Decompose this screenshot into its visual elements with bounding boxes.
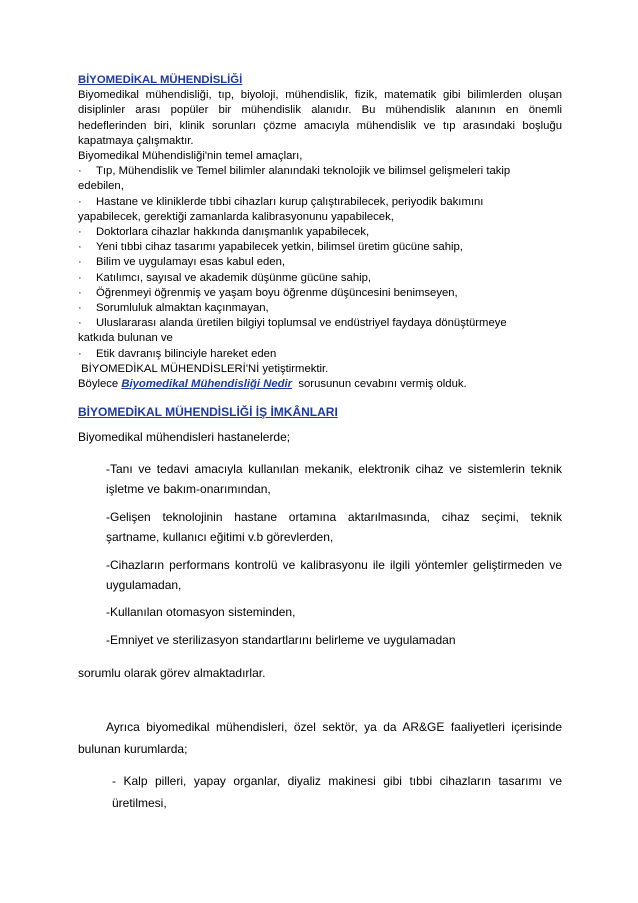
list-item — [78, 164, 562, 179]
list-item — [78, 255, 562, 270]
bullet-icon: · — [78, 241, 82, 254]
closing-line: BİYOMEDİKAL MÜHENDİSLERİ'Nİ yetiştirmektir. — [78, 362, 329, 375]
list-item-continuation: edebilen, — [78, 180, 124, 193]
list-item-text: Tıp, Mühendislik ve Temel bilimler alanındaki teknolojik ve bilimsel gelişmeleri takip — [96, 165, 511, 178]
list-item — [78, 225, 562, 240]
section-heading: BİYOMEDİKAL MÜHENDİSLİĞİ — [78, 74, 243, 86]
list-item-text: Hastane ve kliniklerde tıbbi cihazları kurup çalıştırabilecek, periyodik bakımını — [96, 195, 484, 208]
duty-line: uygulamadan, — [106, 578, 182, 592]
bullet-icon: · — [78, 256, 82, 269]
duty-line: -Gelişen teknolojinin hastane ortamına aktarılmasında, cihaz seçimi, teknik — [106, 510, 562, 524]
bullet-icon: · — [78, 195, 82, 208]
list-item-text: Doktorlara cihazlar hakkında danışmanlık yapabilecek, — [96, 226, 370, 239]
bullet-icon: · — [78, 302, 82, 315]
footer-prefix: Böylece — [78, 378, 122, 391]
list-item — [78, 286, 562, 301]
list-item-text: Bilim ve uygulamayı esas kabul eden, — [96, 256, 286, 269]
paragraph-line: Ayrıca biyomedikal mühendisleri, özel sektör, ya da AR&GE faaliyetleri içerisinde — [106, 720, 562, 734]
list-item — [78, 347, 562, 362]
list-item-continuation: yapabilecek, gerektiği zamanlarda kalibrasyonunu yapabilecek, — [78, 210, 394, 223]
list-item-text: Yeni tıbbi cihaz tasarımı yapabilecek yetkin, bilimsel üretim gücüne sahip, — [96, 241, 463, 254]
list-item — [78, 240, 562, 255]
list-item — [78, 195, 562, 210]
list-item-text: Etik davranış bilinciyle hareket eden — [96, 347, 277, 360]
list-item — [78, 271, 562, 286]
bullet-icon: · — [78, 286, 82, 299]
section-biomedical-engineering — [78, 73, 562, 392]
list-item — [78, 316, 562, 331]
bullet-icon: · — [78, 226, 82, 239]
duty-line: işletme ve bakım-onarımından, — [106, 482, 271, 496]
section-job-opportunities — [78, 405, 562, 419]
duty-line: -Kullanılan otomasyon sisteminden, — [106, 605, 296, 619]
list-item-text: Katılımcı, sayısal ve akademik düşünme gücüne sahip, — [96, 271, 372, 284]
duty-line: şartname, kullanıcı eğitimi v.b görevlerden, — [106, 530, 334, 544]
footer-line — [78, 377, 562, 392]
duty-line: -Cihazların performans kontrolü ve kalibrasyonu ile ilgili yöntemler geliştirmeden ve — [106, 558, 562, 572]
list-item — [78, 301, 562, 316]
list-item-continuation: katkıda bulunan ve — [78, 332, 173, 345]
bullet-icon: · — [78, 347, 82, 360]
list-item-text: Sorumluluk almaktan kaçınmayan, — [96, 302, 269, 315]
duty-line: -Tanı ve tedavi amacıyla kullanılan mekanik, elektronik cihaz ve sistemlerin teknik — [106, 462, 562, 476]
definition-link[interactable]: Biyomedikal Mühendisliği Nedir — [121, 378, 293, 391]
intro-paragraph: Biyomedikal mühendisliği, tıp, biyoloji, mühendislik, fizik, matematik gibi bilimlerden oluşan disiplinler arası popüler bir mühendislik alanıdır. Bu mühendislik alanının en önemli hedeflerinden biri, klinik sorunları çözme amacıyla mühendislik ve tıp arasındaki boşluğu kapatmaya çalışmaktır. — [78, 89, 562, 147]
bullet-icon: · — [78, 317, 82, 330]
sub-item-line: - Kalp pilleri, yapay organlar, diyaliz makinesi gibi tıbbi cihazların tasarımı ve — [112, 774, 562, 788]
list-item-text: Uluslararası alanda üretilen bilgiyi toplumsal ve endüstriyel faydaya dönüştürmeye — [96, 317, 507, 330]
section-heading: BİYOMEDİKAL MÜHENDİSLİĞİ İŞ İMKÂNLARI — [78, 405, 338, 419]
footer-suffix: sorusunun cevabını vermiş olduk. — [292, 378, 467, 391]
paragraph-line: bulunan kurumlarda; — [78, 742, 188, 756]
sub-item-line: üretilmesi, — [112, 796, 167, 810]
list-item-text: Öğrenmeyi öğrenmiş ve yaşam boyu öğrenme düşüncesini benimseyen, — [96, 286, 458, 299]
aims-title: Biyomedikal Mühendisliği'nin temel amaçları, — [78, 150, 303, 163]
section-intro: Biyomedikal mühendisleri hastanelerde; — [78, 430, 291, 444]
bullet-icon: · — [78, 165, 82, 178]
bullet-icon: · — [78, 271, 82, 284]
duty-line: -Emniyet ve sterilizasyon standartlarını belirleme ve uygulamadan — [106, 633, 456, 647]
section-closing: sorumlu olarak görev almaktadırlar. — [78, 666, 266, 680]
